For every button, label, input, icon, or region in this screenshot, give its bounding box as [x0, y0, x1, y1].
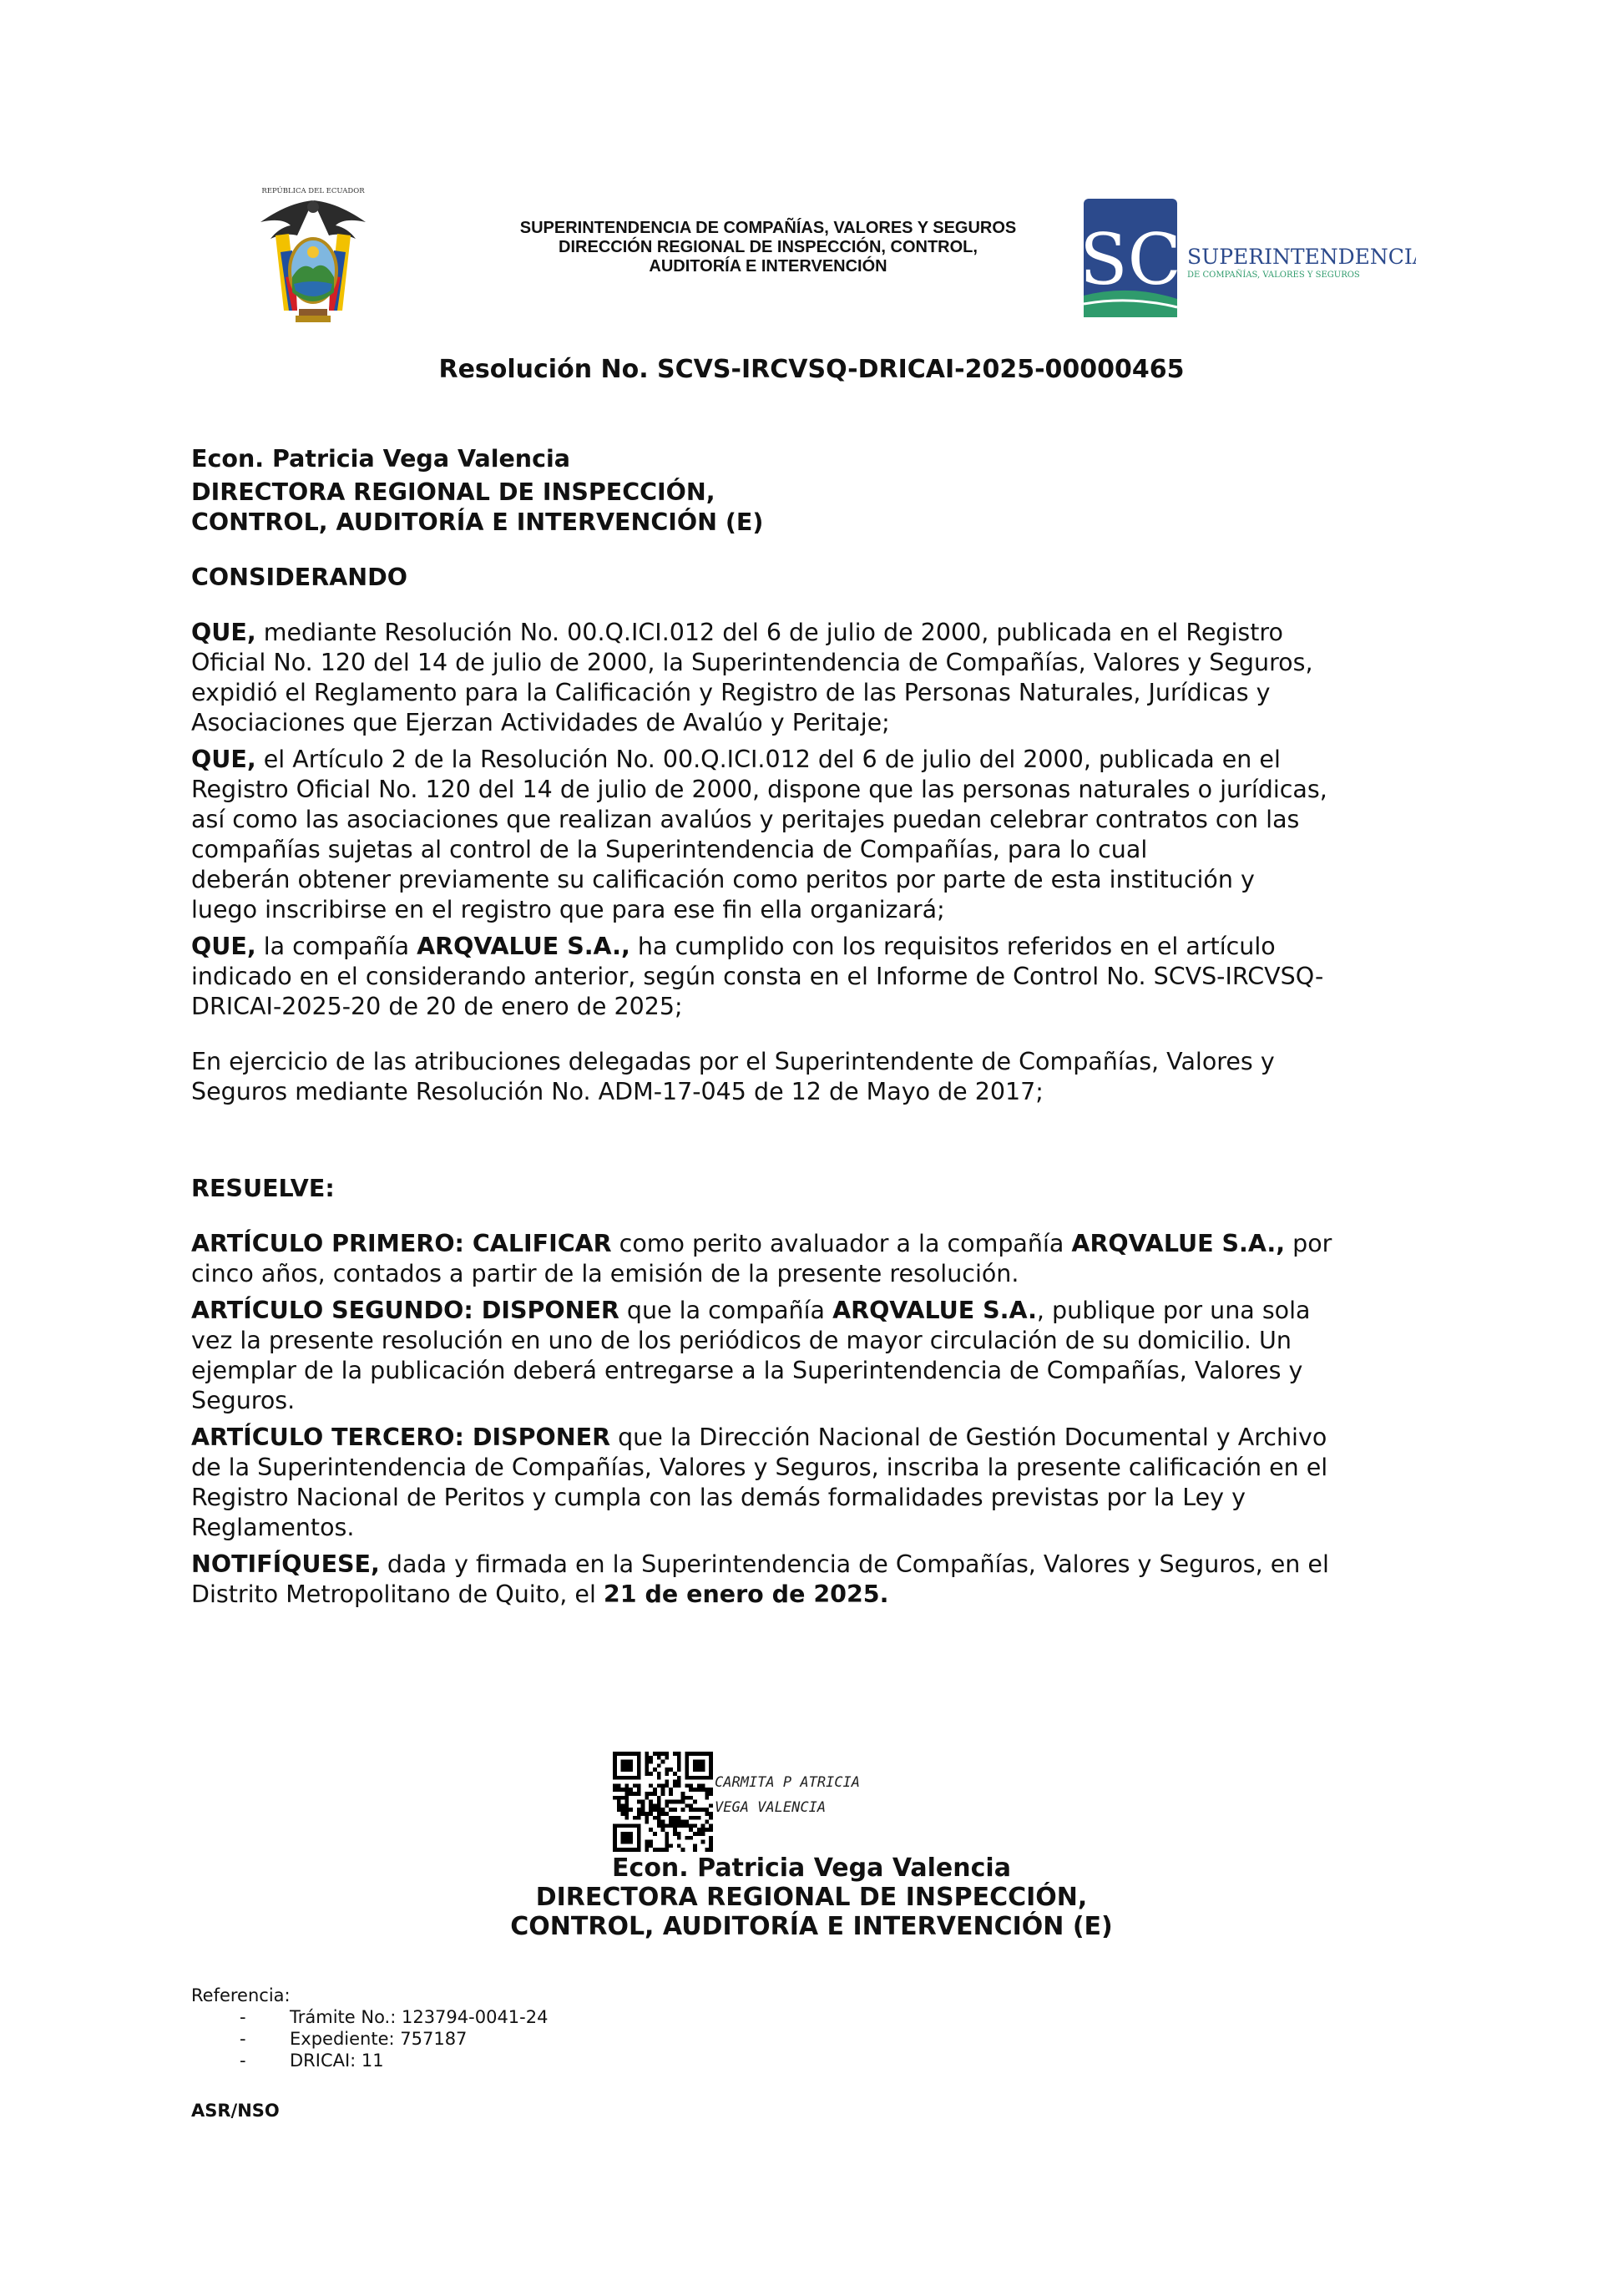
- logo-subtitle: DE COMPAÑÍAS, VALORES Y SEGUROS: [1187, 271, 1360, 280]
- logo-monogram: SC: [1082, 219, 1181, 301]
- que-lead: QUE,: [191, 933, 256, 960]
- text-line: luego inscribirse en el registro que para ese fin ella organizará;: [191, 896, 945, 923]
- superintendencia-logo: [1082, 197, 1416, 322]
- reference-item: - Expediente: 757187: [240, 2029, 468, 2049]
- text-line: Asociaciones que Ejerzan Actividades de Avalúo y Peritaje;: [191, 709, 890, 736]
- company-name: ARQVALUE S.A.: [832, 1297, 1037, 1324]
- text-fragment: como perito avaluador a la compañía: [611, 1230, 1072, 1257]
- electronic-signature-stamp: [715, 1770, 860, 1820]
- text-fragment: dada y firmada en la Superintendencia de Compañías, Valores y Seguros, en el: [379, 1550, 1329, 1578]
- que-lead: QUE,: [191, 746, 256, 773]
- header-line-2: DIRECCIÓN REGIONAL DE INSPECCIÓN, CONTROL,: [559, 238, 978, 256]
- resuelve-heading: RESUELVE:: [191, 1175, 335, 1202]
- text-line: mediante Resolución No. 00.Q.ICI.012 del 6 de julio de 2000, publicada en el Registro: [255, 619, 1283, 646]
- header-line-3: AUDITORÍA E INTERVENCIÓN: [649, 257, 887, 276]
- notifiquese-paragraph: [191, 1550, 1417, 1610]
- author-initials: ASR/NSO: [191, 2101, 280, 2121]
- que-paragraph-3: [191, 932, 1417, 1022]
- author-title-line-1: DIRECTORA REGIONAL DE INSPECCIÓN,: [191, 478, 715, 506]
- signature-qr-code: [613, 1752, 713, 1852]
- reference-item: - Trámite No.: 123794-0041-24: [240, 2007, 549, 2027]
- text-fragment: que la Dirección Nacional de Gestión Documental y Archivo: [610, 1424, 1327, 1451]
- text-fragment: ha cumplido con los requisitos referidos en el artículo: [629, 933, 1276, 960]
- text-line: deberán obtener previamente su calificación como peritos por parte de esta institución y: [191, 866, 1255, 893]
- notif-lead: NOTIFÍQUESE,: [191, 1550, 380, 1578]
- coat-of-arms-logo: [250, 185, 376, 329]
- considerando-heading: CONSIDERANDO: [191, 564, 407, 591]
- text-line: indicado en el considerando anterior, según consta en el Informe de Control No. SCVS-IRCVSQ-: [191, 963, 1324, 990]
- reference-label: Referencia:: [191, 1985, 291, 2005]
- article-lead: ARTÍCULO PRIMERO: CALIFICAR: [191, 1230, 612, 1257]
- text-line: cinco años, contados a partir de la emisión de la presente resolución.: [191, 1260, 1019, 1287]
- author-name: Econ. Patricia Vega Valencia: [191, 445, 570, 473]
- company-name: ARQVALUE S.A.,: [417, 933, 630, 960]
- text-line: Seguros mediante Resolución No. ADM-17-045 de 12 de Mayo de 2017;: [191, 1078, 1044, 1105]
- signer-block: [0, 1853, 1623, 1941]
- signer-name: Econ. Patricia Vega Valencia: [612, 1853, 1011, 1883]
- company-name: ARQVALUE S.A.,: [1071, 1230, 1286, 1257]
- document-body: [191, 444, 1417, 1610]
- signature-stamp-line-2: VEGA VALENCIA: [715, 1799, 827, 1816]
- header-institution: [434, 219, 1102, 276]
- text-line: Registro Oficial No. 120 del 14 de julio de 2000, dispone que las personas naturales o jurídicas,: [191, 776, 1327, 803]
- text-fragment: , publique por una sola: [1036, 1297, 1311, 1324]
- text-fragment: Distrito Metropolitano de Quito, el: [191, 1580, 604, 1608]
- resolution-date: 21 de enero de 2025.: [603, 1580, 889, 1608]
- text-fragment: la compañía: [255, 933, 417, 960]
- signer-title-line-2: CONTROL, AUDITORÍA E INTERVENCIÓN (E): [510, 1912, 1113, 1941]
- reference-block: [191, 1985, 548, 2071]
- text-line: expidió el Reglamento para la Calificación y Registro de las Personas Naturales, Jurídicas y: [191, 679, 1271, 706]
- text-fragment: por: [1285, 1230, 1332, 1257]
- text-line: el Artículo 2 de la Resolución No. 00.Q.ICI.012 del 6 de julio del 2000, publicada en el: [255, 746, 1281, 773]
- que-paragraph-2: [191, 745, 1417, 925]
- text-line: ejemplar de la publicación deberá entregarse a la Superintendencia de Compañías, Valores y: [191, 1357, 1303, 1384]
- articulo-tercero: [191, 1423, 1417, 1543]
- text-line: Registro Nacional de Peritos y cumpla con las demás formalidades previstas por la Ley y: [191, 1484, 1246, 1511]
- article-lead: ARTÍCULO TERCERO: DISPONER: [191, 1424, 611, 1451]
- que-paragraph-1: [191, 618, 1417, 738]
- header-line-1: SUPERINTENDENCIA DE COMPAÑÍAS, VALORES Y SEGUROS: [519, 219, 1017, 237]
- signer-title-line-1: DIRECTORA REGIONAL DE INSPECCIÓN,: [535, 1883, 1088, 1912]
- author-title-line-2: CONTROL, AUDITORÍA E INTERVENCIÓN (E): [191, 508, 764, 536]
- text-fragment: que la compañía: [619, 1297, 833, 1324]
- article-lead: ARTÍCULO SEGUNDO: DISPONER: [191, 1297, 619, 1324]
- text-line: Reglamentos.: [191, 1514, 355, 1541]
- text-line: compañías sujetas al control de la Superintendencia de Compañías, para lo cual: [191, 836, 1148, 863]
- reference-item: - DRICAI: 11: [240, 2051, 384, 2071]
- que-lead: QUE,: [191, 619, 256, 646]
- resolution-title: Resolución No. SCVS-IRCVSQ-DRICAI-2025-00000465: [438, 355, 1185, 384]
- ejercicio-paragraph: [191, 1047, 1417, 1107]
- text-line: así como las asociaciones que realizan avalúos y peritajes puedan celebrar contratos con las: [191, 806, 1300, 833]
- logo-name: SUPERINTENDENCIA: [1187, 245, 1416, 269]
- text-line: Seguros.: [191, 1387, 296, 1414]
- articulo-primero: [191, 1229, 1417, 1289]
- text-line: En ejercicio de las atribuciones delegadas por el Superintendente de Compañías, Valores y: [191, 1048, 1275, 1075]
- articulo-segundo: [191, 1296, 1417, 1416]
- text-line: de la Superintendencia de Compañías, Valores y Seguros, inscriba la presente calificación en el: [191, 1454, 1328, 1481]
- text-line: DRICAI-2025-20 de 20 de enero de 2025;: [191, 993, 683, 1020]
- text-line: Oficial No. 120 del 14 de julio de 2000, la Superintendencia de Compañías, Valores y Seguros,: [191, 649, 1313, 676]
- text-line: vez la presente resolución en uno de los periódicos de mayor circulación de su domicilio. Un: [191, 1327, 1292, 1354]
- coat-label: REPÚBLICA DEL ECUADOR: [261, 187, 365, 195]
- signature-stamp-line-1: CARMITA P ATRICIA: [715, 1774, 860, 1791]
